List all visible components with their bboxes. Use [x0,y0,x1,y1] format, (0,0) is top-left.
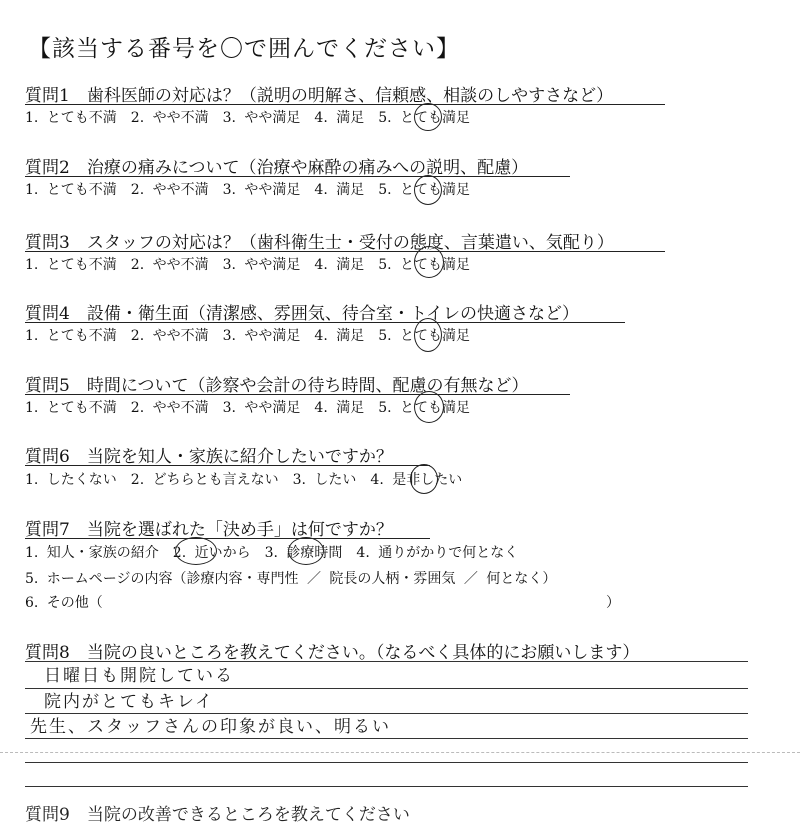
question-5-options: 1. とても不満 2. やや不満 3. やや満足 4. 満足 5. とても満足 [25,400,471,416]
question-3-title: 質問3 スタッフの対応は？（歯科衛生士・受付の態度、言葉遣い、気配り） [25,233,614,253]
question-7-underline [25,538,430,539]
question-4-underline [25,322,625,323]
answer-line [25,786,748,787]
question-1-title: 質問1 歯科医師の対応は？（説明の明解さ、信頼感、相談のしやすさなど） [25,86,614,106]
answer-circle-q1 [414,103,442,131]
page-title: 【該当する番号を〇で囲んでください】 [28,36,460,62]
question-2-options: 1. とても不満 2. やや不満 3. やや満足 4. 満足 5. とても満足 [25,182,471,198]
question-5-title: 質問5 時間について（診察や会計の待ち時間、配慮の有無など） [25,376,529,396]
question-2-underline [25,176,570,177]
question-2-title: 質問2 治療の痛みについて（治療や麻酔の痛みへの説明、配慮） [25,158,529,178]
answer-circle-q5 [414,391,444,423]
question-7-options-line2: 5. ホームページの内容（診療内容・専門性 ／ 院長の人柄・雰囲気 ／ 何となく） [25,571,557,587]
answer-circle-q7-choice3 [288,537,324,565]
question-6-underline [25,465,430,466]
answer-circle-q3 [414,246,444,278]
question-9-title-cut: 質問9 当院の改善できるところを教えてください [25,805,410,825]
question-5-underline [25,394,570,395]
handwritten-answer-2: 院内がとてもキレイ [44,692,214,712]
answer-circle-q4 [414,318,442,352]
question-3-underline [25,251,665,252]
question-6-title: 質問6 当院を知人・家族に紹介したいですか？ [25,447,393,467]
question-4-title: 質問4 設備・衛生面（清潔感、雰囲気、待合室・トイレの快適さなど） [25,304,579,324]
question-1-underline [25,104,665,105]
answer-line [25,738,748,739]
handwritten-answer-1: 日曜日も開院している [44,666,234,686]
question-1-options: 1. とても不満 2. やや不満 3. やや満足 4. 満足 5. とても満足 [25,110,471,126]
handwritten-answer-3: 先生、スタッフさんの印象が良い、明るい [30,717,391,737]
question-7-other-label: 6. その他（ [25,595,103,611]
answer-circle-q7-choice2 [175,537,217,565]
question-7-options: 1. 知人・家族の紹介 2. 近いから 3. 診療時間 4. 通りがかりで何となく [25,545,519,561]
question-8-title: 質問8 当院の良いところを教えてください。（なるべく具体的にお願いします） [25,643,640,663]
question-3-options: 1. とても不満 2. やや不満 3. やや満足 4. 満足 5. とても満足 [25,257,471,273]
answer-circle-q2 [414,175,442,205]
answer-line [25,762,748,763]
answer-circle-q6 [410,464,438,494]
question-6-options: 1. したくない 2. どちらとも言えない 3. したい 4. 是非したい [25,472,463,488]
question-7-other-close: ） [606,595,620,611]
question-7-title: 質問7 当院を選ばれた「決め手」は何ですか？ [25,520,393,540]
scan-fold-line [0,752,800,753]
question-4-options: 1. とても不満 2. やや不満 3. やや満足 4. 満足 5. とても満足 [25,328,471,344]
